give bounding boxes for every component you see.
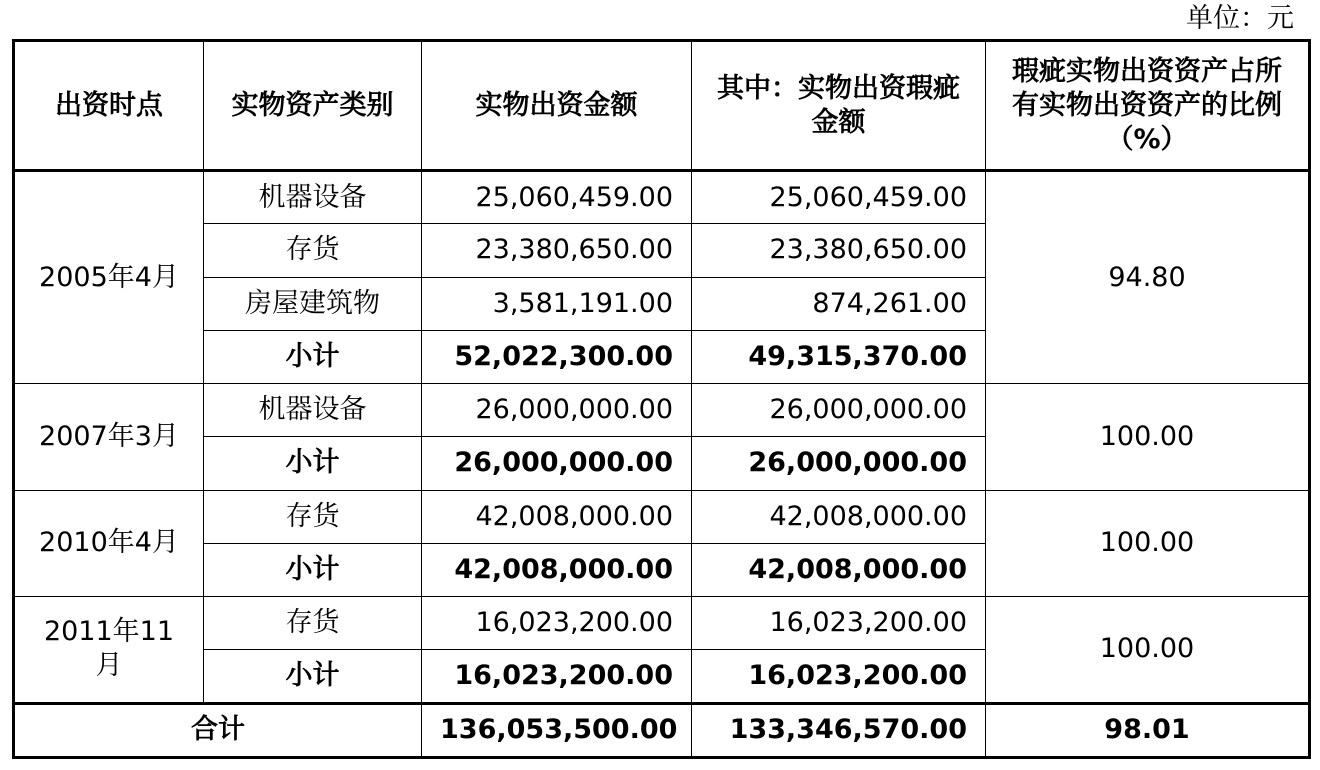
subtotal-label: 小计 (204, 543, 422, 596)
defect-amount-cell: 25,060,459.00 (692, 171, 986, 224)
total-row (14, 703, 1310, 757)
defect-amount-cell: 42,008,000.00 (692, 490, 986, 543)
group-ratio-cell: 100.00 (986, 384, 1310, 491)
header-category: 实物资产类别 (204, 41, 422, 171)
capital-contribution-table (12, 39, 1311, 759)
total-defect-amount: 133,346,570.00 (692, 703, 986, 757)
subtotal-defect-amount: 49,315,370.00 (692, 330, 986, 383)
category-cell: 机器设备 (204, 384, 422, 437)
amount-cell: 23,380,650.00 (422, 224, 692, 277)
table-row (14, 384, 1310, 437)
category-cell: 房屋建筑物 (204, 277, 422, 330)
defect-amount-cell: 26,000,000.00 (692, 384, 986, 437)
subtotal-amount: 26,000,000.00 (422, 437, 692, 490)
table-row (14, 490, 1310, 543)
group-ratio-cell: 94.80 (986, 171, 1310, 384)
header-amount: 实物出资金额 (422, 41, 692, 171)
subtotal-defect-amount: 26,000,000.00 (692, 437, 986, 490)
total-amount: 136,053,500.00 (422, 703, 692, 757)
table-row (14, 171, 1310, 224)
subtotal-defect-amount: 16,023,200.00 (692, 650, 986, 703)
group-date-cell: 2010年4月 (14, 490, 204, 597)
header-defect-ratio: 瑕疵实物出资资产占所有实物出资资产的比例（%） (986, 41, 1310, 171)
defect-amount-cell: 16,023,200.00 (692, 597, 986, 650)
subtotal-label: 小计 (204, 650, 422, 703)
category-cell: 机器设备 (204, 171, 422, 224)
subtotal-amount: 16,023,200.00 (422, 650, 692, 703)
subtotal-amount: 42,008,000.00 (422, 543, 692, 596)
group-date-cell: 2011年11月 (14, 597, 204, 704)
amount-cell: 16,023,200.00 (422, 597, 692, 650)
header-row (14, 41, 1310, 171)
subtotal-label: 小计 (204, 330, 422, 383)
category-cell: 存货 (204, 224, 422, 277)
defect-amount-cell: 23,380,650.00 (692, 224, 986, 277)
category-cell: 存货 (204, 597, 422, 650)
defect-amount-cell: 874,261.00 (692, 277, 986, 330)
group-ratio-cell: 100.00 (986, 490, 1310, 597)
subtotal-defect-amount: 42,008,000.00 (692, 543, 986, 596)
header-date: 出资时点 (14, 41, 204, 171)
amount-cell: 26,000,000.00 (422, 384, 692, 437)
unit-label: 单位：元 (1186, 3, 1294, 34)
group-date-cell: 2005年4月 (14, 171, 204, 384)
group-date-cell: 2007年3月 (14, 384, 204, 491)
amount-cell: 3,581,191.00 (422, 277, 692, 330)
total-label: 合计 (14, 703, 422, 757)
total-ratio: 98.01 (986, 703, 1310, 757)
subtotal-amount: 52,022,300.00 (422, 330, 692, 383)
amount-cell: 42,008,000.00 (422, 490, 692, 543)
table-row (14, 597, 1310, 650)
subtotal-label: 小计 (204, 437, 422, 490)
header-defect-amount: 其中：实物出资瑕疵金额 (692, 41, 986, 171)
amount-cell: 25,060,459.00 (422, 171, 692, 224)
category-cell: 存货 (204, 490, 422, 543)
group-ratio-cell: 100.00 (986, 597, 1310, 704)
